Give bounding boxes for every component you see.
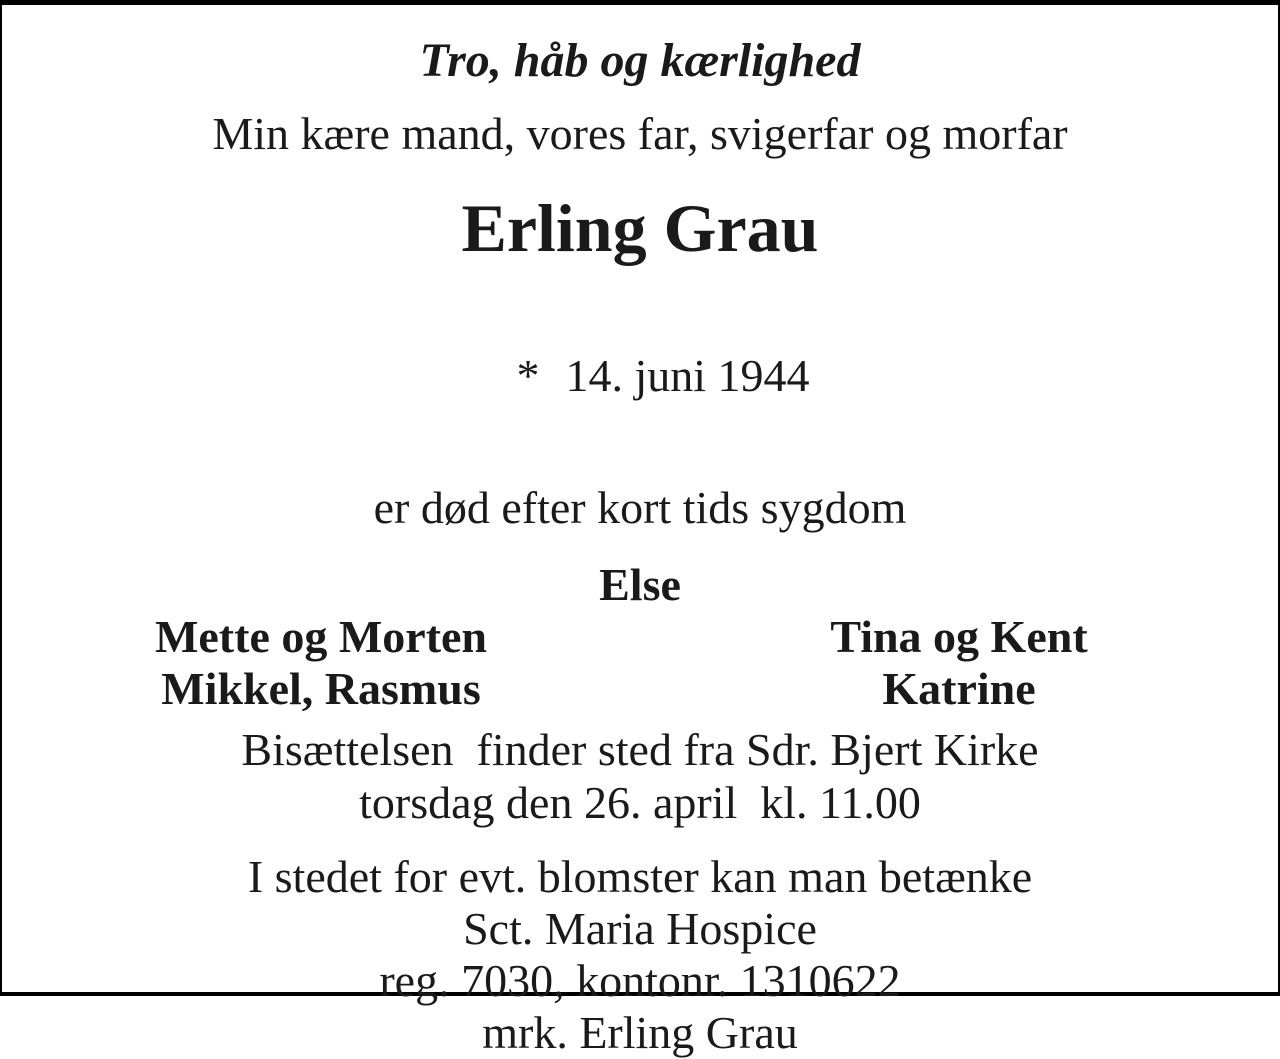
mourner-left-line-2: Mikkel, Rasmus [161,663,481,714]
birth-date-line [2,295,1278,457]
ceremony-location-line: Bisættelsen finder sted fra Sdr. Bjert Kirke [241,724,1039,775]
donation-account-line: reg. 7030, kontonr. 1310622 [379,955,901,1006]
mourner-primary: Else [599,559,681,610]
donation-request-line: I stedet for evt. blomster kan man betænke [247,851,1033,902]
mourners-left-column [2,611,640,715]
relation-line: Min kære mand, vores far, svigerfar og morfar [212,108,1068,159]
donation-reference-line: mrk. Erling Grau [482,1007,798,1058]
mourner-columns [2,611,1278,715]
donation-recipient-line: Sct. Maria Hospice [463,903,817,954]
birth-symbol: * [516,350,540,401]
deceased-name: Erling Grau [461,190,819,266]
mourner-left-line-1: Mette og Morten [154,611,488,662]
mourner-right-line-2: Katrine [882,663,1036,714]
ceremony-info [2,723,1278,829]
epitaph: Tro, håb og kærlighed [419,34,861,87]
birth-date: 14. juni 1944 [565,350,810,401]
mourners-right-column [640,611,1278,715]
mourner-right-line-1: Tina og Kent [830,611,1088,662]
ceremony-datetime-line: torsdag den 26. april kl. 11.00 [359,777,921,828]
donation-info [2,851,1278,1059]
death-cause-line: er død efter kort tids sygdom [373,482,907,533]
